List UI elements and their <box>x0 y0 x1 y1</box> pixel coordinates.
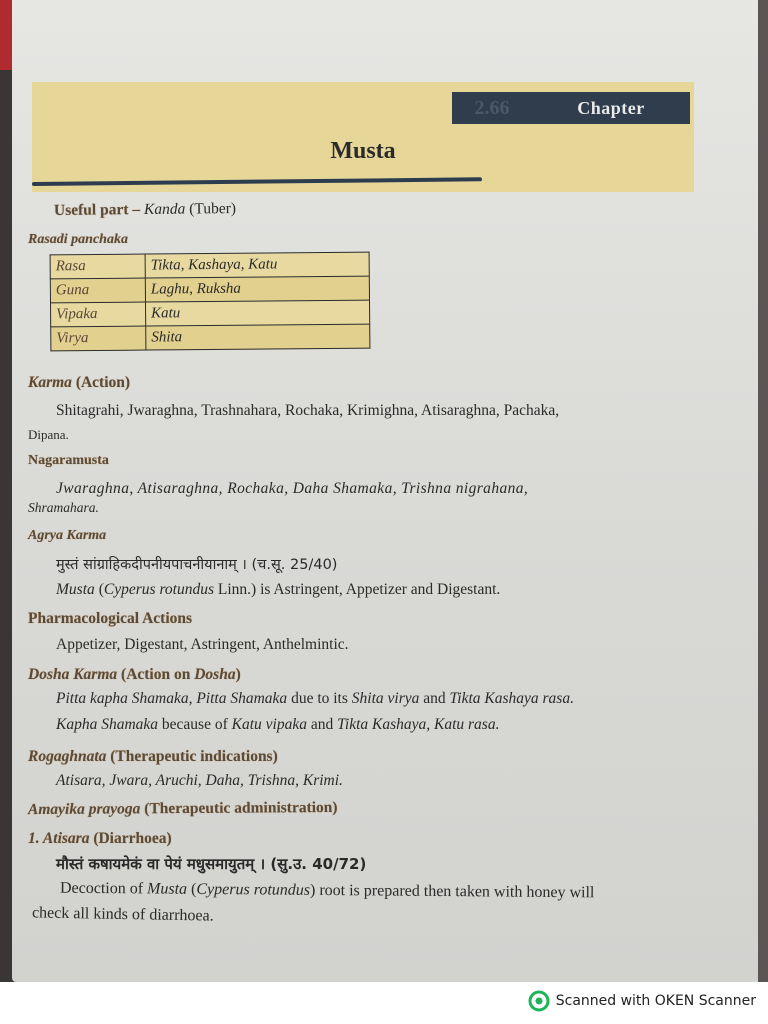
oken-logo-icon <box>528 990 550 1012</box>
table-cell-key: Rasa <box>50 254 145 279</box>
amayika-heading <box>28 799 338 819</box>
dosha-l1-d: and <box>423 690 446 707</box>
dosha-heading-a: Dosha Karma <box>28 666 118 683</box>
table-cell-value: Laghu, Ruksha <box>145 276 369 302</box>
dosha-heading-c: Dosha <box>194 666 236 683</box>
scanner-text: Scanned with OKEN Scanner <box>555 993 756 1009</box>
book-page <box>12 0 758 982</box>
dosha-l1-c: Shita virya <box>351 690 420 707</box>
dosha-heading <box>28 666 241 684</box>
dosha-l2-a: Kapha Shamaka <box>56 716 159 733</box>
karma-text-line1: Shitagrahi, Jwaraghna, Trashnahara, Rochaka, Krimighna, Atisaraghna, Pachaka, <box>56 402 560 419</box>
roga-text: Atisara, Jwara, Aruchi, Daha, Trishna, Krimi. <box>56 772 343 789</box>
atisara-line2: check all kinds of diarrhoea. <box>31 904 214 925</box>
page-title: Musta <box>330 138 396 164</box>
agrya-text-b: ( <box>98 581 104 598</box>
table-row <box>50 276 369 303</box>
atisara-sanskrit: मौस्तं कषायमेकं वा पेयं मधुसमायुतम् । (सु.उ. 40/72) <box>56 855 367 873</box>
table-cell-key: Guna <box>50 278 145 303</box>
nagaramusta-heading: Nagaramusta <box>28 453 109 468</box>
amayika-heading-b: (Therapeutic administration) <box>144 798 338 818</box>
roga-heading-b: (Therapeutic indications) <box>110 748 278 765</box>
table-row <box>51 324 370 351</box>
pharma-text: Appetizer, Digestant, Astringent, Anthelmintic. <box>56 636 349 653</box>
atisara-l1-d: Cyperus rotundus <box>196 880 311 899</box>
agrya-sanskrit: मुस्तं सांग्राहिकदीपनीयपाचनीयानाम् । (च.सू. 25/40) <box>56 557 338 573</box>
rasadi-heading: Rasadi panchaka <box>28 232 128 247</box>
useful-part-note: (Tuber) <box>189 200 237 218</box>
karma-text-line2: Dipana. <box>28 427 69 442</box>
agrya-text-c: Cyperus rotundus <box>103 581 215 598</box>
dosha-l1-e: Tikta Kashaya rasa. <box>449 690 574 707</box>
dosha-l2-b: because of <box>161 716 228 733</box>
dosha-line2 <box>56 716 499 734</box>
dosha-l2-d: and <box>310 716 334 733</box>
atisara-heading-b: (Diarrhoea) <box>93 830 172 847</box>
karma-heading-a: Karma <box>28 374 72 391</box>
atisara-heading <box>28 830 172 848</box>
chapter-label: Chapter <box>577 97 645 118</box>
dosha-heading-d: ) <box>235 666 241 683</box>
table-row <box>51 300 370 327</box>
useful-part-line <box>54 200 236 220</box>
table-cell-value: Katu <box>146 300 370 326</box>
table-cell-key: Virya <box>51 326 146 351</box>
nagaramusta-text-line2: Shramahara. <box>28 500 99 515</box>
karma-heading <box>28 374 130 392</box>
roga-heading-a: Rogaghnata <box>28 748 107 765</box>
karma-heading-b: (Action) <box>75 374 131 391</box>
dosha-l1-a: Pitta kapha Shamaka, Pitta Shamaka <box>56 690 288 707</box>
dosha-heading-b: (Action on <box>121 666 191 683</box>
useful-part-value: Kanda <box>143 200 186 219</box>
dosha-l2-e: Tikta Kashaya, Katu rasa. <box>337 716 500 733</box>
agrya-heading: Agrya Karma <box>28 528 107 543</box>
agrya-text-d: Linn.) is Astringent, Appetizer and Digestant. <box>217 581 501 598</box>
table-cell-value: Shita <box>146 324 370 350</box>
table-row <box>50 252 369 279</box>
atisara-l1-b: Musta <box>147 880 188 898</box>
atisara-l1-e: ) root is prepared then taken with honey will <box>309 881 595 902</box>
nagaramusta-text-line1: Jwaraghna, Atisaraghna, Rochaka, Daha Shamaka, Trishna nigrahana, <box>56 480 529 497</box>
dosha-l1-b: due to its <box>291 690 348 707</box>
table-cell-value: Tikta, Kashaya, Katu <box>145 252 369 278</box>
atisara-line1 <box>60 880 595 903</box>
scanner-watermark <box>528 990 756 1012</box>
amayika-heading-a: Amayika prayoga <box>27 800 141 819</box>
agrya-text <box>56 581 500 599</box>
chapter-number: 2.66 <box>474 96 510 119</box>
roga-heading <box>28 748 278 766</box>
agrya-text-a: Musta <box>56 581 95 598</box>
page-content <box>12 0 758 982</box>
atisara-l1-a: Decoction of <box>59 879 144 898</box>
dosha-line1 <box>56 690 574 708</box>
atisara-heading-a: 1. Atisara <box>28 830 90 847</box>
atisara-l1-c: ( <box>191 880 197 898</box>
pharma-heading: Pharmacological Actions <box>28 610 193 627</box>
dosha-l2-c: Katu vipaka <box>231 716 307 733</box>
table-cell-key: Vipaka <box>51 302 146 327</box>
useful-part-label: Useful part – <box>53 201 141 219</box>
rasadi-table <box>50 252 371 352</box>
